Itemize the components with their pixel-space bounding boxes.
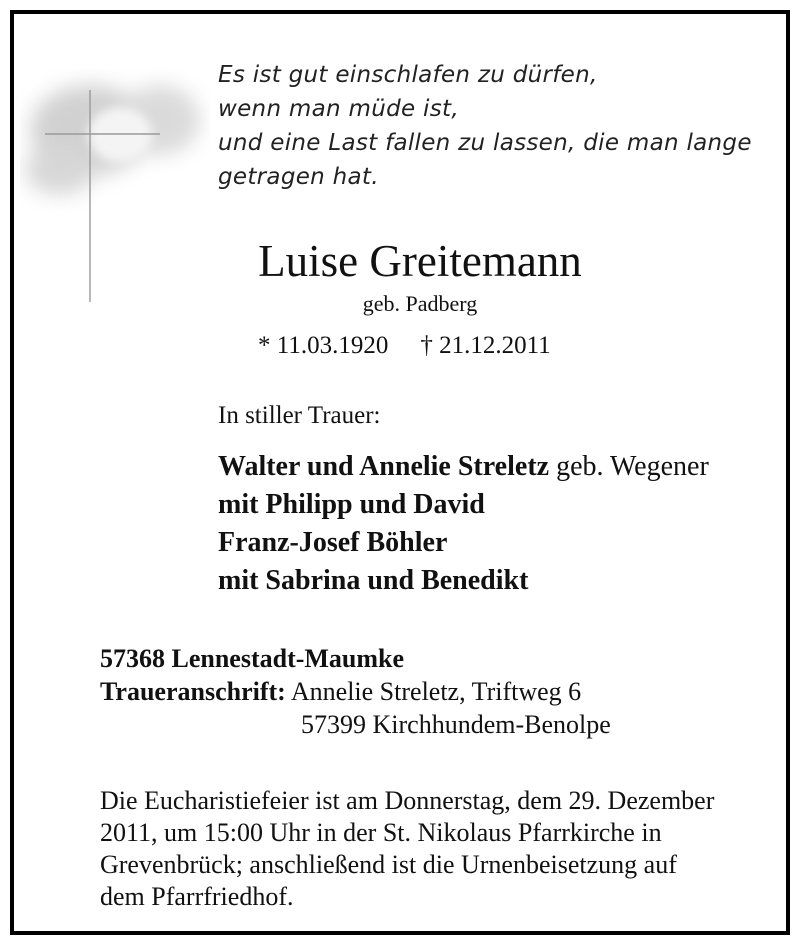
mourner-name: mit Sabrina und Benedikt bbox=[218, 565, 529, 596]
mourner-line bbox=[218, 448, 709, 486]
mourning-address-line bbox=[100, 675, 611, 708]
mourning-address-city: 57399 Kirchhundem-Benolpe bbox=[301, 710, 611, 739]
mourner-line bbox=[218, 486, 709, 524]
quote bbox=[218, 58, 752, 194]
maiden-name: geb. Padberg bbox=[362, 291, 478, 316]
town: 57368 Lennestadt-Maumke bbox=[100, 644, 405, 673]
service-line: Die Eucharistiefeier ist am Donnerstag, dem 29. Dezember bbox=[100, 786, 715, 815]
mourner-name: mit Philipp und David bbox=[218, 489, 485, 520]
service-line: 2011, um 15:00 Uhr in der St. Nikolaus Pfarrkirche in bbox=[100, 818, 662, 847]
mourner-line bbox=[218, 562, 709, 600]
mourning-intro: In stiller Trauer: bbox=[218, 402, 381, 429]
mourners-list bbox=[218, 448, 709, 600]
deceased-name: Luise Greitemann bbox=[258, 236, 582, 286]
mourner-name: Walter und Annelie Streletz bbox=[218, 451, 550, 482]
mourner-name: Franz-Josef Böhler bbox=[218, 527, 448, 558]
quote-line: getragen hat. bbox=[218, 164, 379, 190]
mourner-line bbox=[218, 524, 709, 562]
quote-line: und eine Last fallen zu lassen, die man lange bbox=[218, 130, 752, 156]
address-block bbox=[100, 642, 611, 741]
mourning-address-label: Traueranschrift: bbox=[100, 677, 286, 706]
death-date: † 21.12.2011 bbox=[420, 332, 551, 359]
life-dates bbox=[258, 332, 551, 360]
mourning-address-street: Annelie Streletz, Triftweg 6 bbox=[285, 677, 582, 706]
quote-line: Es ist gut einschlafen zu dürfen, bbox=[218, 62, 598, 88]
mourner-note: geb. Wegener bbox=[549, 451, 709, 482]
service-line: dem Pfarrfriedhof. bbox=[100, 882, 294, 911]
service-line: Grevenbrück; anschließend ist die Urnenbeisetzung auf bbox=[100, 850, 677, 879]
quote-line: wenn man müde ist, bbox=[218, 96, 459, 122]
birth-date: * 11.03.1920 bbox=[258, 332, 389, 359]
service-info bbox=[100, 785, 780, 913]
